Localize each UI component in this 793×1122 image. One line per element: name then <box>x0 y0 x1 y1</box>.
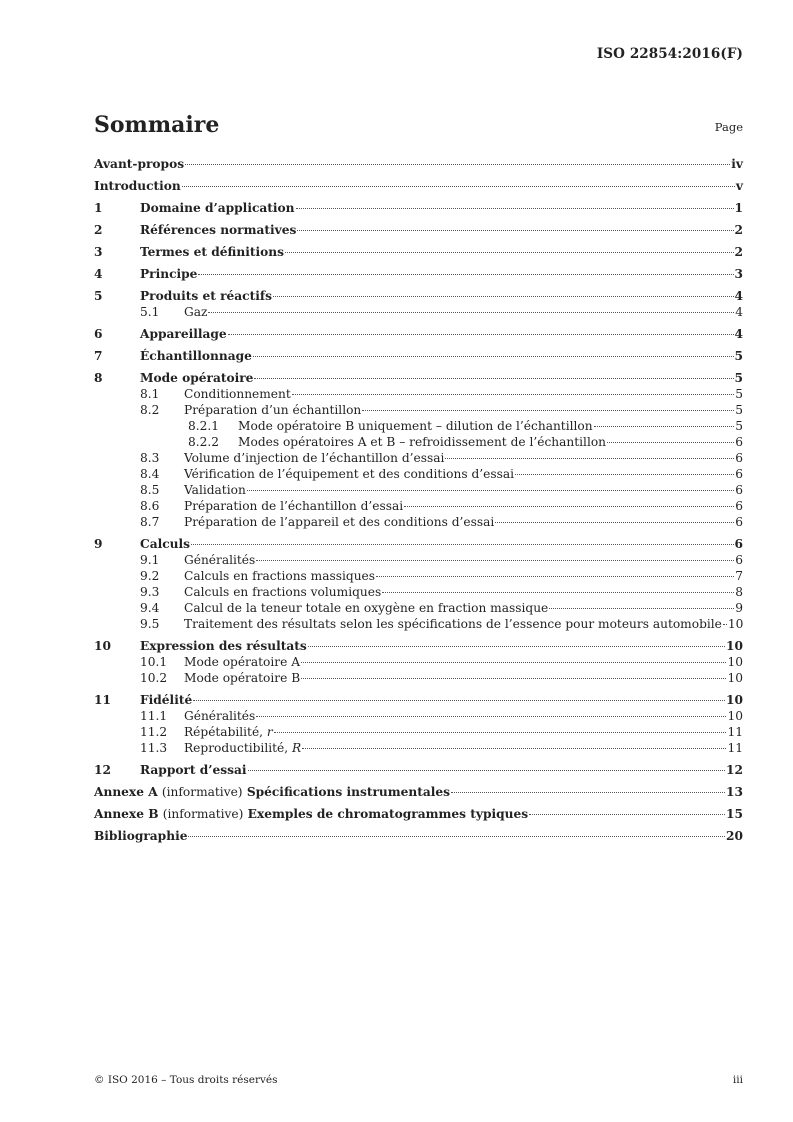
toc-entry-title: Rapport d’essai <box>140 763 247 777</box>
toc-entry-number: 4 <box>94 267 103 281</box>
toc-entry[interactable] <box>94 708 743 724</box>
toc-entry[interactable] <box>94 386 743 402</box>
toc-entry[interactable] <box>94 654 743 670</box>
toc-entry-page: iv <box>731 157 743 171</box>
annex-label: Annexe A <box>94 785 158 799</box>
toc-entry-title: Traitement des résultats selon les spécifications de l’essence pour moteurs automobile <box>184 617 722 631</box>
toc-entry-page: v <box>735 179 743 193</box>
dot-leader <box>208 312 734 313</box>
toc-entry-page: 6 <box>735 515 743 529</box>
toc-entry[interactable] <box>94 178 743 194</box>
dot-leader <box>723 624 727 625</box>
dot-leader <box>404 506 734 507</box>
toc-entry-title: Expression des résultats <box>140 639 307 653</box>
toc-entry-title: Calculs <box>140 537 190 551</box>
toc-entry-title <box>94 784 450 800</box>
dot-leader <box>256 560 734 561</box>
toc-entry-page: 10 <box>727 655 743 669</box>
toc-entry-title: Appareillage <box>140 327 227 341</box>
toc-entry-page: 4 <box>734 289 743 303</box>
dot-leader <box>228 334 734 335</box>
toc-entry-title: Préparation d’un échantillon <box>184 403 362 417</box>
toc-entry-page: 13 <box>726 785 743 799</box>
dot-leader <box>191 544 734 545</box>
dot-leader <box>198 274 733 275</box>
toc-entry[interactable] <box>94 482 743 498</box>
toc-entry[interactable] <box>94 600 743 616</box>
toc-entry[interactable] <box>94 568 743 584</box>
toc-entry-number: 8.7 <box>140 515 160 529</box>
toc-entry[interactable] <box>94 584 743 600</box>
toc-entry-number: 8.1 <box>140 387 160 401</box>
toc-entry-page: 5 <box>734 371 743 385</box>
toc-entry-page: 2 <box>734 245 743 259</box>
dot-leader <box>301 662 726 663</box>
dot-leader <box>248 770 725 771</box>
dot-leader <box>495 522 734 523</box>
toc-entry-number: 8 <box>94 371 103 385</box>
toc-entry-page: 11 <box>727 725 743 739</box>
toc-entry-title: Répétabilité, r <box>184 725 273 739</box>
toc-entry-title <box>94 806 528 822</box>
toc-entry-title: Introduction <box>94 179 181 193</box>
dot-leader <box>253 356 734 357</box>
annex-qualifier: (informative) <box>162 807 244 821</box>
dot-leader <box>515 474 734 475</box>
toc-entry-number: 5 <box>94 289 103 303</box>
toc-entry[interactable] <box>94 450 743 466</box>
dot-leader <box>185 164 730 165</box>
toc-entry-title: Préparation de l’appareil et des conditions d’essai <box>184 515 495 529</box>
toc-entry-page: 6 <box>735 435 743 449</box>
toc-entry-title: Volume d’injection de l’échantillon d’essai <box>184 451 445 465</box>
toc-entry-page: 4 <box>734 327 743 341</box>
toc-entry-title: Produits et réactifs <box>140 289 272 303</box>
toc-entry-number: 2 <box>94 223 103 237</box>
toc-entry-page: 10 <box>727 671 743 685</box>
dot-leader <box>273 296 734 297</box>
toc-entry[interactable] <box>94 348 743 364</box>
toc-entry-title: Mode opératoire A <box>184 655 300 669</box>
toc-entry-title: Bibliographie <box>94 829 188 843</box>
dot-leader <box>451 792 725 793</box>
toc-entry[interactable] <box>94 724 743 740</box>
dot-leader <box>308 646 725 647</box>
toc-entry-title: Calculs en fractions volumiques <box>184 585 382 599</box>
toc-entry-number: 9 <box>94 537 103 551</box>
toc-entry-page: 6 <box>735 483 743 497</box>
toc-entry-number: 10 <box>94 639 111 653</box>
toc-entry-number: 10.2 <box>140 671 168 685</box>
toc-entry-page: 9 <box>735 601 743 615</box>
toc-entry-number: 7 <box>94 349 103 363</box>
dot-leader <box>247 490 734 491</box>
toc-entry-title: Calculs en fractions massiques <box>184 569 376 583</box>
dot-leader <box>302 748 726 749</box>
toc-entry-page: 1 <box>734 201 743 215</box>
toc-entry-page: 20 <box>726 829 743 843</box>
toc-entry-title: Domaine d’application <box>140 201 295 215</box>
dot-leader <box>254 378 733 379</box>
toc-entry-title: Gaz <box>184 305 208 319</box>
toc-entry[interactable] <box>94 552 743 568</box>
toc-entry-number: 11.1 <box>140 709 168 723</box>
toc-entry[interactable] <box>94 762 743 778</box>
dot-leader <box>193 700 725 701</box>
toc-entry-title: Termes et définitions <box>140 245 284 259</box>
annex-title: Spécifications instrumentales <box>246 785 451 799</box>
toc-entry-page: 5 <box>735 403 743 417</box>
annex-label: Annexe B <box>94 807 159 821</box>
toc-entry[interactable] <box>94 402 743 418</box>
toc-title: Sommaire <box>94 112 220 138</box>
toc-entry-number: 11 <box>94 693 111 707</box>
dot-leader <box>362 410 734 411</box>
toc-entry-number: 11.2 <box>140 725 168 739</box>
toc-entry-number: 8.2 <box>140 403 160 417</box>
toc-entry-number: 10.1 <box>140 655 168 669</box>
toc-entry[interactable] <box>94 784 743 800</box>
toc-entry-title: Généralités <box>184 553 256 567</box>
toc-entry-title: Modes opératoires A et B – refroidissement de l’échantillon <box>238 435 607 449</box>
dot-leader <box>182 186 735 187</box>
toc-entry-page: 4 <box>735 305 743 319</box>
annex-title: Exemples de chromatogrammes typiques <box>247 807 529 821</box>
toc-entry-title: Préparation de l’échantillon d’essai <box>184 499 404 513</box>
toc-entry-title: Mode opératoire B uniquement – dilution de l’échantillon <box>238 419 593 433</box>
toc-entry-number: 8.2.2 <box>188 435 220 449</box>
dot-leader <box>285 252 734 253</box>
toc-entry[interactable] <box>94 326 743 342</box>
toc-entry-number: 8.6 <box>140 499 160 513</box>
toc-entry-page: 5 <box>735 419 743 433</box>
toc-entry-page: 10 <box>727 617 744 631</box>
toc-entry[interactable] <box>94 288 743 304</box>
toc-entry-title: Conditionnement <box>184 387 291 401</box>
toc-entry-title: Mode opératoire B <box>184 671 301 685</box>
toc-entry[interactable] <box>94 466 743 482</box>
toc-entry[interactable] <box>94 222 743 238</box>
toc-entry[interactable] <box>94 806 743 822</box>
toc-entry-number: 8.3 <box>140 451 160 465</box>
toc-entry-page: 12 <box>726 763 743 777</box>
toc-entry-page: 10 <box>726 693 743 707</box>
toc-entry-number: 8.4 <box>140 467 160 481</box>
dot-leader <box>594 426 735 427</box>
dot-leader <box>607 442 734 443</box>
toc-entry[interactable] <box>94 616 743 632</box>
toc-entry-number: 9.5 <box>140 617 160 631</box>
toc-entry-page: 6 <box>735 553 743 567</box>
dot-leader <box>445 458 734 459</box>
toc-entry[interactable] <box>94 670 743 686</box>
toc-entry-title: Références normatives <box>140 223 297 237</box>
toc-entry-page: 11 <box>727 741 743 755</box>
footer-copyright: © ISO 2016 – Tous droits réservés <box>94 1074 278 1086</box>
toc-entry[interactable] <box>94 200 743 216</box>
toc-entry-title: Principe <box>140 267 198 281</box>
toc-entry-page: 5 <box>734 349 743 363</box>
table-of-contents <box>94 156 743 844</box>
toc-entry-number: 6 <box>94 327 103 341</box>
dot-leader <box>297 230 733 231</box>
toc-entry-number: 9.2 <box>140 569 160 583</box>
toc-entry-title: Mode opératoire <box>140 371 254 385</box>
toc-entry-page: 8 <box>735 585 743 599</box>
toc-entry[interactable] <box>94 740 743 756</box>
toc-entry-title: Généralités <box>184 709 256 723</box>
toc-entry-page: 6 <box>735 451 743 465</box>
toc-entry-number: 12 <box>94 763 111 777</box>
toc-entry-title: Calcul de la teneur totale en oxygène en fraction massique <box>184 601 549 615</box>
toc-entry-page: 6 <box>735 499 743 513</box>
toc-entry-title: Validation <box>184 483 246 497</box>
toc-entry[interactable] <box>94 536 743 552</box>
annex-qualifier: (informative) <box>161 785 243 799</box>
dot-leader <box>188 836 725 837</box>
dot-leader <box>274 732 727 733</box>
toc-entry-title: Échantillonnage <box>140 349 252 363</box>
toc-entry-title: Vérification de l’équipement et des conditions d’essai <box>184 467 515 481</box>
toc-entry[interactable] <box>94 434 743 450</box>
toc-entry-number: 1 <box>94 201 103 215</box>
document-identifier: ISO 22854:2016(F) <box>596 46 743 62</box>
dot-leader <box>301 678 726 679</box>
toc-entry[interactable] <box>94 514 743 530</box>
dot-leader <box>382 592 734 593</box>
dot-leader <box>549 608 734 609</box>
toc-entry-number: 5.1 <box>140 305 160 319</box>
toc-entry[interactable] <box>94 692 743 708</box>
toc-entry-page: 7 <box>735 569 743 583</box>
toc-entry-title: Reproductibilité, R <box>184 741 302 755</box>
toc-entry-number: 11.3 <box>140 741 168 755</box>
toc-entry[interactable] <box>94 244 743 260</box>
toc-entry-page: 2 <box>734 223 743 237</box>
toc-entry[interactable] <box>94 828 743 844</box>
toc-entry-number: 9.3 <box>140 585 160 599</box>
toc-entry[interactable] <box>94 638 743 654</box>
dot-leader <box>292 394 734 395</box>
toc-entry[interactable] <box>94 498 743 514</box>
toc-entry-page: 6 <box>734 537 743 551</box>
toc-entry-page: 5 <box>735 387 743 401</box>
toc-entry-number: 8.2.1 <box>188 419 220 433</box>
toc-entry[interactable] <box>94 370 743 386</box>
dot-leader <box>256 716 726 717</box>
toc-entry[interactable] <box>94 156 743 172</box>
toc-entry-title: Fidélité <box>140 693 193 707</box>
toc-entry-page: 10 <box>726 639 743 653</box>
dot-leader <box>529 814 725 815</box>
footer-page-number: iii <box>732 1074 743 1086</box>
toc-entry[interactable] <box>94 266 743 282</box>
page-column-label: Page <box>714 120 743 134</box>
toc-entry-title: Avant-propos <box>94 157 185 171</box>
dot-leader <box>296 208 734 209</box>
toc-entry-number: 9.1 <box>140 553 160 567</box>
toc-entry-number: 9.4 <box>140 601 160 615</box>
toc-entry-page: 10 <box>727 709 743 723</box>
toc-entry-page: 6 <box>735 467 743 481</box>
toc-entry[interactable] <box>94 304 743 320</box>
toc-entry-number: 8.5 <box>140 483 160 497</box>
toc-entry-page: 15 <box>726 807 743 821</box>
toc-entry-number: 3 <box>94 245 103 259</box>
dot-leader <box>376 576 734 577</box>
toc-entry[interactable] <box>94 418 743 434</box>
toc-entry-page: 3 <box>734 267 743 281</box>
